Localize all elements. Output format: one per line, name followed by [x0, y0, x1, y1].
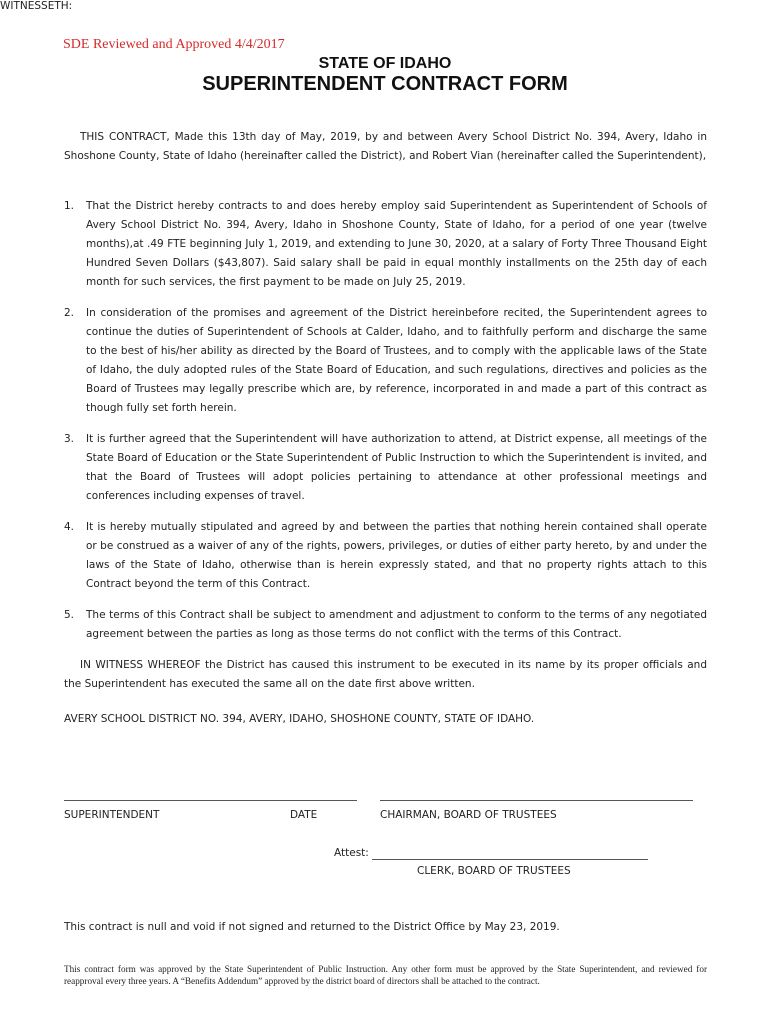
- clerk-signature-line[interactable]: [372, 859, 648, 860]
- clause-number: 2.: [64, 307, 75, 319]
- in-witness-paragraph: IN WITNESS WHEREOF the District has caused this instrument to be executed in its name by its proper officials and the Superintendent has executed the same all on the date first above written.: [64, 659, 707, 690]
- approval-stamp: SDE Reviewed and Approved 4/4/2017: [63, 37, 285, 52]
- clause-2: [64, 304, 707, 418]
- chairman-signature-line[interactable]: [380, 800, 693, 801]
- approval-fine-print: This contract form was approved by the State Superintendent of Public Instruction. Any other form must be approved by the State Superintendent, and reviewed for reapproval every three years. A “Benefits Addendum” approved by the district board of directors shall be attached to the contract.: [64, 964, 707, 986]
- clause-text: In consideration of the promises and agreement of the District hereinbefore recited, the Superintendent agrees to continue the duties of Superintendent of Schools at Calder, Idaho, and to faithfully perform and discharge the same to the best of his/her ability as directed by the Board of Trustees, and to comply with the applicable laws of the State of Idaho, the duly adopted rules of the State Board of Education, and such regulations, directives and policies as the Board of Trustees may legally prescribe which are, by reference, incorporated in and made a part of this contract as though fully set forth herein.: [86, 307, 707, 414]
- district-line: AVERY SCHOOL DISTRICT NO. 394, AVERY, IDAHO, SHOSHONE COUNTY, STATE OF IDAHO.: [64, 713, 535, 725]
- chairman-label: CHAIRMAN, BOARD OF TRUSTEES: [380, 809, 557, 821]
- form-title: SUPERINTENDENT CONTRACT FORM: [202, 73, 568, 95]
- intro-paragraph: THIS CONTRACT, Made this 13th day of May, 2019, by and between Avery School District No. 394, Avery, Idaho in Shoshone County, State of Idaho (hereinafter called the District), and Robert Vian (hereinafter called the Superintendent),: [64, 131, 707, 162]
- witnesseth-label: WITNESSETH:: [0, 0, 73, 12]
- clause-4: [64, 518, 707, 594]
- clause-number: 3.: [64, 433, 75, 445]
- attest-label: Attest:: [334, 847, 369, 859]
- clause-text: It is further agreed that the Superintendent will have authorization to attend, at District expense, all meetings of the State Board of Education or the State Superintendent of Public Instruction to which the Superintendent is invited, and that the Board of Trustees will adopt policies pertaining to attendance at other professional meetings and conferences including expenses of travel.: [86, 433, 707, 502]
- clerk-label: CLERK, BOARD OF TRUSTEES: [417, 865, 571, 877]
- clause-1: [64, 197, 707, 292]
- clause-5: [64, 606, 707, 644]
- clause-text: The terms of this Contract shall be subject to amendment and adjustment to conform to the terms of any negotiated agreement between the parties as long as those terms do not conflict with the terms of this Contract.: [86, 609, 707, 640]
- state-heading: STATE OF IDAHO: [318, 55, 452, 72]
- clause-number: 4.: [64, 521, 75, 533]
- clause-3: [64, 430, 707, 506]
- clause-number: 5.: [64, 609, 75, 621]
- superintendent-signature-line[interactable]: [64, 800, 357, 801]
- date-label: DATE: [290, 809, 318, 821]
- clause-text: It is hereby mutually stipulated and agreed by and between the parties that nothing herein contained shall operate or be construed as a waiver of any of the rights, powers, privileges, or duties of either party hereto, by and under the laws of the State of Idaho, otherwise than is herein expressly stated, and that no property rights attach to this Contract beyond the term of this Contract.: [86, 521, 707, 590]
- superintendent-label: SUPERINTENDENT: [64, 809, 160, 821]
- clause-text: That the District hereby contracts to and does hereby employ said Superintendent as Superintendent of Schools of Avery School District No. 394, Avery, Idaho in Shoshone County, State of Idaho, for a period of one year (twelve months),at .49 FTE beginning July 1, 2019, and extending to June 30, 2020, at a salary of Forty Three Thousand Eight Hundred Seven Dollars ($43,807). Said salary shall be paid in equal monthly installments on the 25th day of each month for such services, the first payment to be made on July 25, 2019.: [86, 200, 707, 288]
- clause-number: 1.: [64, 200, 75, 212]
- null-void-notice: This contract is null and void if not signed and returned to the District Office by May 23, 2019.: [64, 921, 560, 933]
